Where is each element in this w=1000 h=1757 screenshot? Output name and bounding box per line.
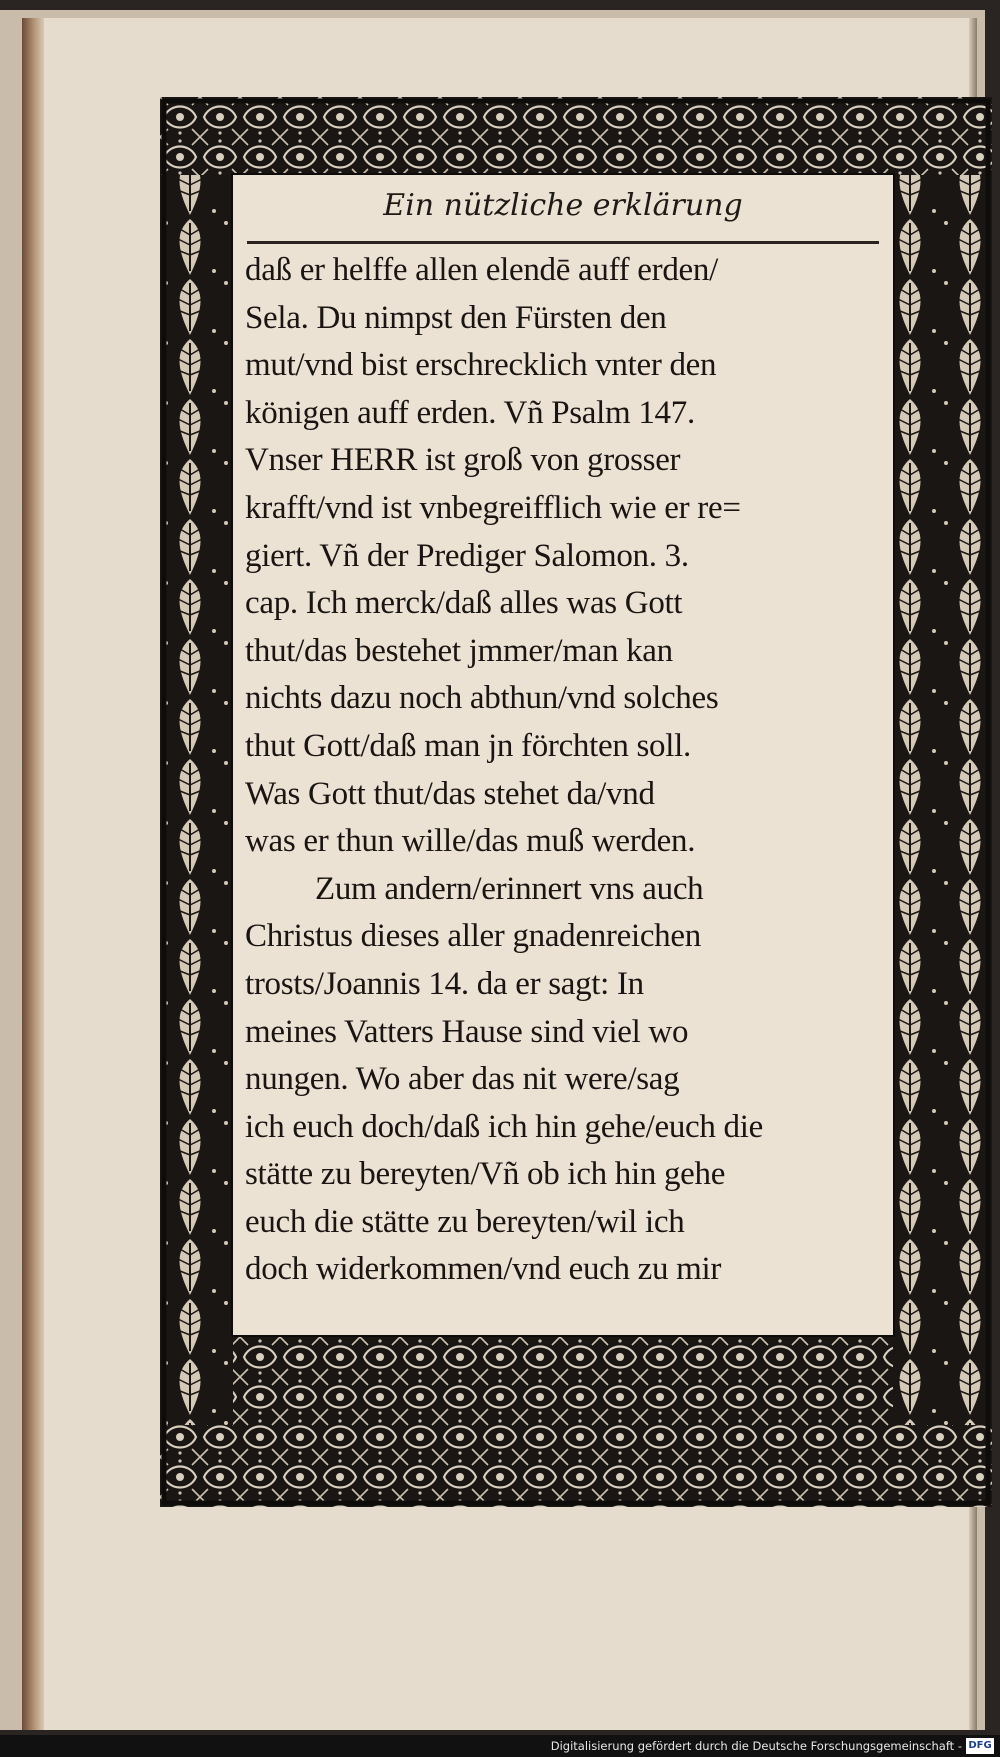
text-line: euch die stätte zu bereyten/wil ich — [245, 1203, 685, 1240]
text-line: cap. Ich merck/daß alles was Gott — [245, 585, 683, 622]
text-line: nungen. Wo aber das nit were/sag — [245, 1061, 680, 1098]
footer-credit: Digitalisierung gefördert durch die Deutsche Forschungsgemeinschaft - — [550, 1739, 962, 1753]
text-line: thut Gott/daß man jn förchten soll. — [245, 727, 691, 764]
text-line: thut/das bestehet jmmer/man kan — [245, 632, 673, 669]
text-line: Sela. Du nimpst den Fürsten den — [245, 299, 667, 336]
text-line: nichts dazu noch abthun/vnd solches — [245, 680, 719, 717]
text-line: doch widerkommen/vnd euch zu mir — [245, 1251, 722, 1288]
text-line: giert. Vñ der Prediger Salomon. 3. — [245, 537, 689, 574]
text-line: Was Gott thut/das stehet da/vnd — [245, 775, 655, 812]
text-line: Vnser HERR ist groß von grosser — [245, 442, 681, 479]
text-block — [233, 175, 893, 1335]
book-spine-edge — [22, 18, 44, 1730]
text-line-indented: Zum andern/erinnert vns auch — [315, 870, 704, 907]
text-line: krafft/vnd ist vnbegreifflich wie er re= — [245, 489, 741, 526]
text-line: meines Vatters Hause sind viel wo — [245, 1013, 689, 1050]
text-line: stätte zu bereyten/Vñ ob ich hin gehe — [245, 1156, 726, 1193]
text-line: daß er helffe allen elendē auff erden/ — [245, 252, 718, 288]
text-line: mut/vnd bist erschrecklich vnter den — [245, 347, 717, 384]
running-header: Ein nützliche erklärung — [383, 188, 743, 223]
text-line: ich euch doch/daß ich hin gehe/euch die — [245, 1108, 763, 1145]
text-line: was er thun wille/das muß werden. — [245, 823, 696, 860]
text-line: trosts/Joannis 14. da er sagt: In — [245, 965, 644, 1002]
text-line: Christus dieses aller gnadenreichen — [245, 918, 701, 955]
body-text — [245, 247, 885, 1294]
dfg-logo: DFG — [966, 1738, 994, 1754]
text-line: königen auff erden. Vñ Psalm 147. — [245, 394, 695, 431]
footer-bar — [0, 1735, 1000, 1757]
header-rule — [247, 241, 879, 244]
